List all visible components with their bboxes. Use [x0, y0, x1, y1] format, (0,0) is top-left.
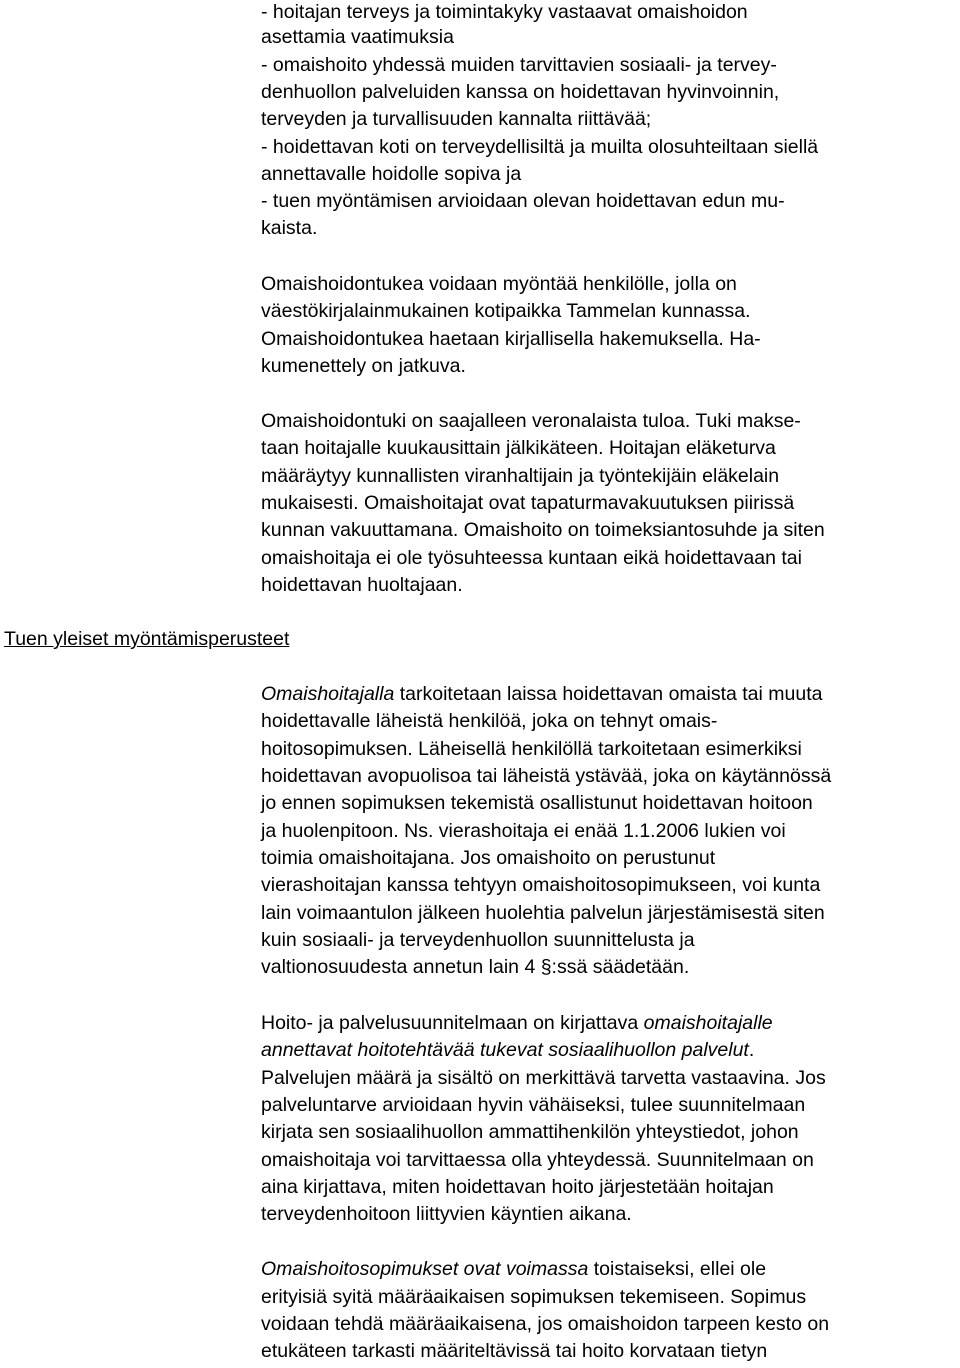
text-line: lain voimaantulon jälkeen huolehtia palvelun järjestämisestä siten: [261, 902, 825, 924]
text-line: kunnan vakuuttamana. Omaishoito on toimeksiantosuhde ja siten: [261, 519, 825, 541]
text-line: [261, 1037, 754, 1064]
text-run: .: [748, 1039, 755, 1061]
text-line: valtionosuudesta annetun lain 4 §:ssä säädetään.: [261, 956, 690, 978]
text-line: mukaisesti. Omaishoitajat ovat tapaturmavakuutuksen piirissä: [261, 492, 795, 514]
text-line: palveluntarve arvioidaan hyvin vähäiseksi, tulee suunnitelmaan: [261, 1094, 806, 1116]
text-run: tarkoitetaan laissa hoidettavan omaista tai muuta: [394, 683, 823, 705]
text-line: terveydenhoitoon liittyvien käyntien aikana.: [261, 1203, 632, 1225]
text-line: asettamia vaatimuksia: [261, 26, 454, 48]
text-line: aina kirjattava, miten hoidettavan hoito järjestetään hoitajan: [261, 1176, 774, 1198]
text-line: kuin sosiaali- ja terveydenhuollon suunnittelusta ja: [261, 929, 695, 951]
italic-term: Omaishoitosopimukset ovat voimassa: [261, 1258, 589, 1280]
section-heading-tuen-yleiset-myontamisperusteet: Tuen yleiset myöntämisperusteet: [4, 628, 290, 650]
text-line: terveyden ja turvallisuuden kannalta riittävää;: [261, 108, 652, 130]
text-line: määräytyy kunnallisten viranhaltijain ja työntekijäin eläkelain: [261, 465, 780, 487]
italic-term: omaishoitajalle: [643, 1012, 773, 1034]
text-line: Omaishoidontukea voidaan myöntää henkilölle, jolla on: [261, 273, 737, 295]
text-line: toimia omaishoitajana. Jos omaishoito on perustunut: [261, 847, 716, 869]
text-line: Omaishoidontukea haetaan kirjallisella hakemuksella. Ha-: [261, 328, 761, 350]
text-line: - omaishoito yhdessä muiden tarvittavien sosiaali- ja tervey-: [261, 54, 777, 76]
text-line: - hoitajan terveys ja toimintakyky vastaavat omaishoidon: [261, 1, 748, 23]
text-line: väestökirjalainmukainen kotipaikka Tammelan kunnassa.: [261, 300, 751, 322]
text-line: denhuollon palveluiden kanssa on hoidettavan hyvinvoinnin,: [261, 81, 780, 103]
text-line: Palvelujen määrä ja sisältö on merkittävä tarvetta vastaavina. Jos: [261, 1067, 826, 1089]
text-line: hoidettavan huoltajaan.: [261, 574, 463, 596]
text-line: erityisiä syitä määräaikaisen sopimuksen tekemiseen. Sopimus: [261, 1286, 807, 1308]
text-line: kaista.: [261, 217, 318, 239]
text-line: voidaan tehdä määräaikaisena, jos omaishoidon tarpeen kesto on: [261, 1313, 830, 1335]
text-line: [261, 681, 822, 708]
italic-term: Omaishoitajalla: [261, 683, 395, 705]
text-line: hoidettavan avopuolisoa tai läheistä ystävää, joka on käytännössä: [261, 765, 832, 787]
text-line: omaishoitaja voi tarvittaessa olla yhteydessä. Suunnitelmaan on: [261, 1149, 814, 1171]
text-line: kumenettely on jatkuva.: [261, 355, 466, 377]
text-line: [261, 1010, 773, 1037]
text-line: hoitosopimuksen. Läheisellä henkilöllä tarkoitetaan esimerkiksi: [261, 738, 802, 760]
text-line: ja huolenpitoon. Ns. vierashoitaja ei enää 1.1.2006 lukien voi: [261, 820, 786, 842]
text-line: [261, 1256, 766, 1283]
text-line: hoidettavalle läheistä henkilöä, joka on tehnyt omais-: [261, 710, 718, 732]
text-line: etukäteen tarkasti määriteltävissä tai hoito korvataan tietyn: [261, 1340, 768, 1362]
text-line: vierashoitajan kanssa tehtyyn omaishoitosopimukseen, voi kunta: [261, 874, 821, 896]
text-line: - hoidettavan koti on terveydellisiltä ja muilta olosuhteiltaan siellä: [261, 136, 819, 158]
text-line: taan hoitajalle kuukausittain jälkikäteen. Hoitajan eläketurva: [261, 437, 776, 459]
text-run: toistaiseksi, ellei ole: [588, 1258, 767, 1280]
text-line: kirjata sen sosiaalihuollon ammattihenkilön yhteystiedot, johon: [261, 1121, 799, 1143]
text-line: annettavalle hoidolle sopiva ja: [261, 163, 522, 185]
text-line: - tuen myöntämisen arvioidaan olevan hoidettavan edun mu-: [261, 190, 785, 212]
text-line: Omaishoidontuki on saajalleen veronalaista tuloa. Tuki makse-: [261, 410, 801, 432]
italic-term: annettavat hoitotehtävää tukevat sosiaalihuollon palvelut: [261, 1039, 749, 1061]
text-line: omaishoitaja ei ole työsuhteessa kuntaan eikä hoidettavaan tai: [261, 547, 802, 569]
text-line: jo ennen sopimuksen tekemistä osallistunut hoidettavan hoitoon: [261, 792, 813, 814]
text-run: Hoito- ja palvelusuunnitelmaan on kirjattava: [261, 1012, 644, 1034]
